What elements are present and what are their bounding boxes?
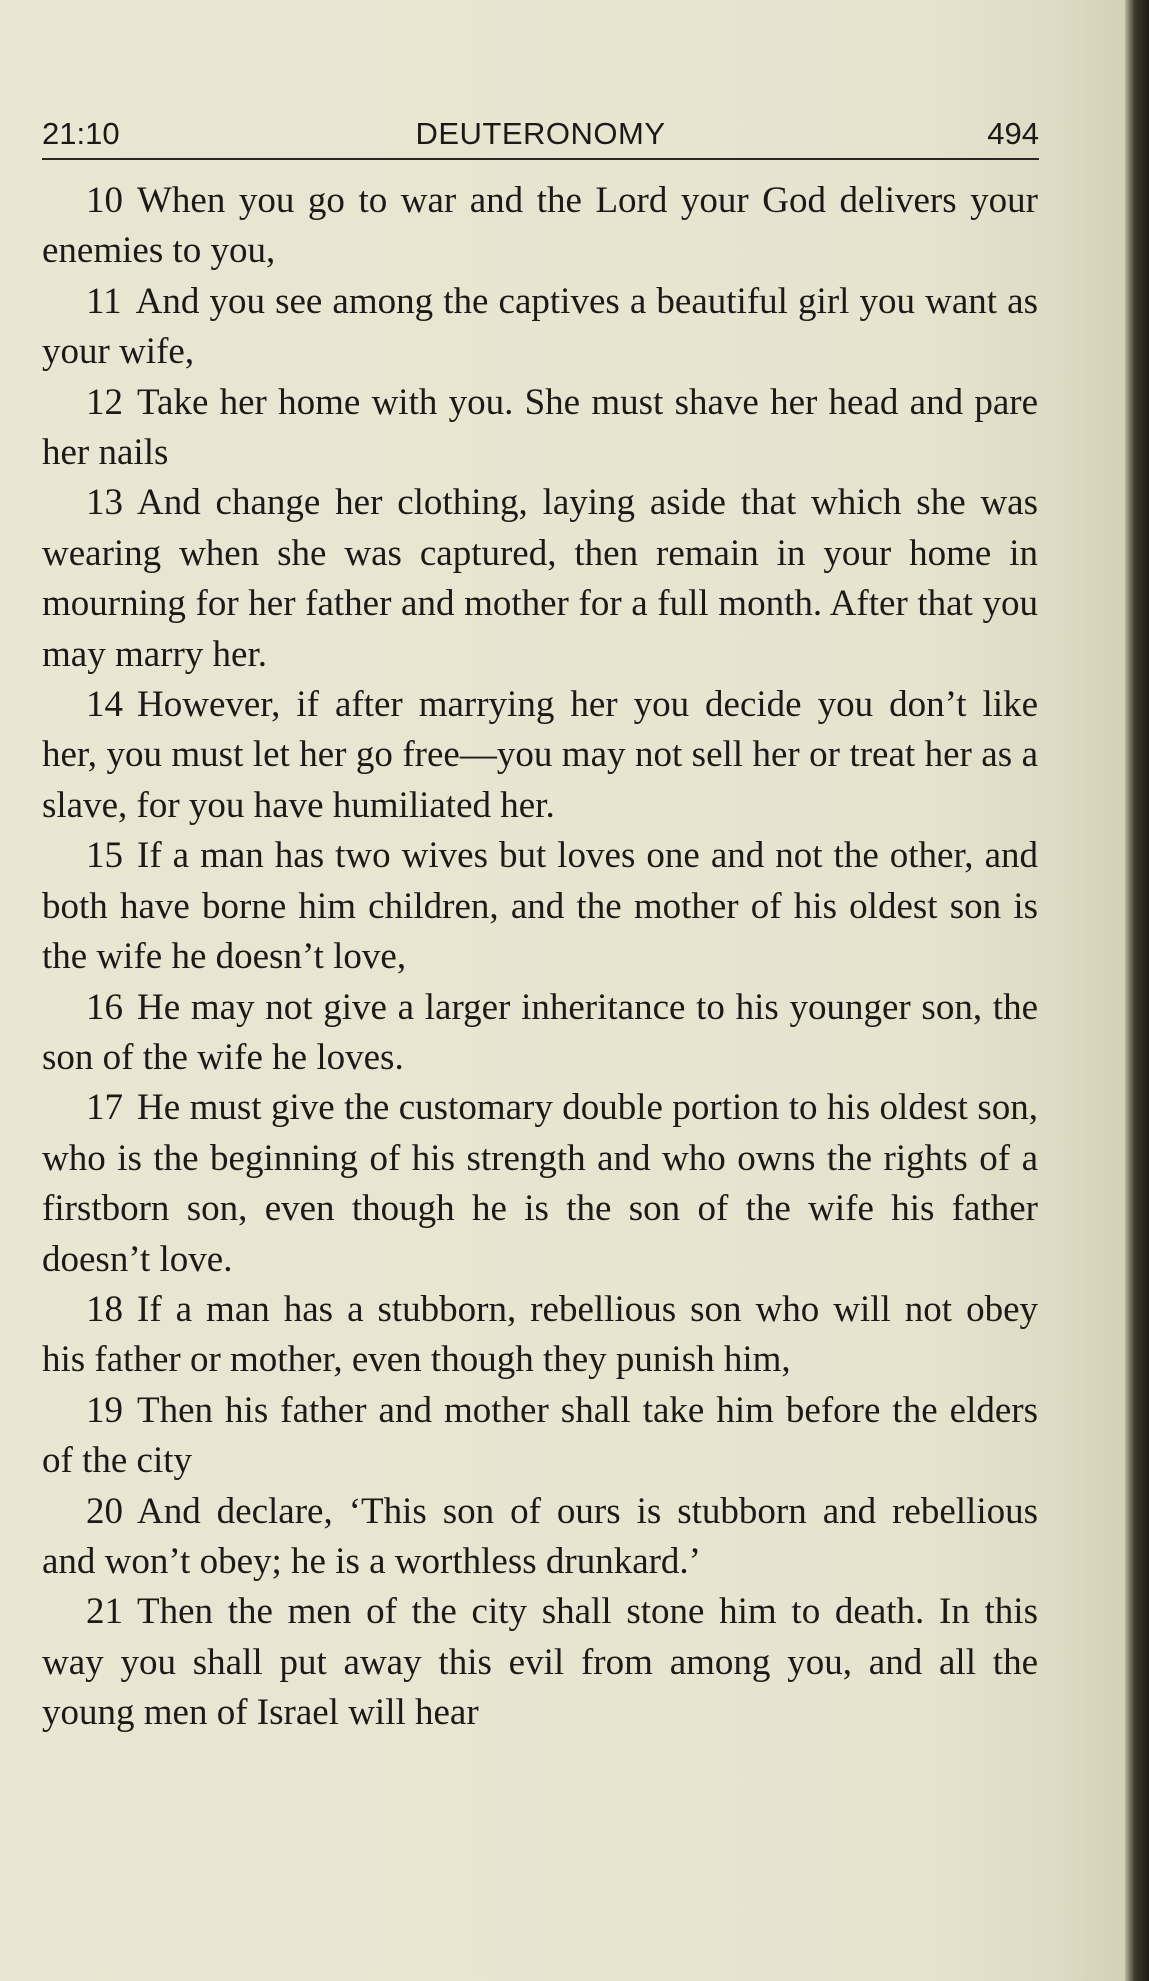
verse-text: He may not give a larger inheritance to his younger son, the son of the wife he loves. <box>42 986 1038 1078</box>
verse-number: 12 <box>86 381 123 423</box>
page-number: 494 <box>987 116 1039 151</box>
page-edge-shadow <box>1125 0 1149 1981</box>
verse-21 <box>42 1587 1038 1738</box>
verse-16 <box>42 983 1038 1084</box>
verse-text: If a man has two wives but loves one and not the other, and both have borne him children, and the mother of his oldest son is the wife he doesn’t love, <box>42 835 1038 978</box>
verse-15 <box>42 831 1038 982</box>
verse-number: 15 <box>86 835 123 877</box>
verse-number: 21 <box>86 1591 123 1633</box>
verse-text: However, if after marrying her you decide you don’t like her, you must let her go free—you may not sell her or treat her as a slave, for you have humiliated her. <box>42 684 1038 826</box>
verse-number: 13 <box>86 482 123 524</box>
verse-14 <box>42 680 1038 831</box>
scripture-text <box>42 176 1038 1739</box>
verse-number: 18 <box>86 1288 123 1330</box>
verse-text: When you go to war and the Lord your God delivers your enemies to you, <box>42 180 1038 272</box>
verse-number: 11 <box>86 280 122 322</box>
verse-text: And declare, ‘This son of ours is stubborn and rebellious and won’t obey; he is a worthless drunkard.’ <box>42 1490 1038 1582</box>
verse-text: Then the men of the city shall stone him to death. In this way you shall put away this evil from among you, and all the young men of Israel will hear <box>42 1591 1038 1734</box>
verse-text: And change her clothing, laying aside that which she was wearing when she was captured, then remain in your home in mourning for her father and mother for a full month. After that you may marry her. <box>42 482 1038 675</box>
verse-number: 16 <box>86 986 123 1028</box>
verse-text: Then his father and mother shall take him before the elders of the city <box>42 1389 1038 1482</box>
book-title: DEUTERONOMY <box>415 116 666 151</box>
verse-10 <box>42 176 1038 277</box>
verse-text: Take her home with you. She must shave her head and pare her nails <box>42 381 1038 474</box>
verse-18 <box>42 1285 1038 1386</box>
verse-text: And you see among the captives a beautiful girl you want as your wife, <box>42 280 1038 373</box>
verse-19 <box>42 1386 1038 1487</box>
verse-17 <box>42 1083 1038 1285</box>
verse-13 <box>42 478 1038 680</box>
verse-text: He must give the customary double portion to his oldest son, who is the beginning of his strength and who owns the rights of a firstborn son, even though he is the son of the wife his father doesn’t love. <box>42 1087 1038 1280</box>
verse-number: 14 <box>86 684 123 726</box>
verse-20 <box>42 1487 1038 1588</box>
verse-number: 17 <box>86 1087 123 1129</box>
verse-11 <box>42 277 1038 378</box>
verse-number: 10 <box>86 180 123 221</box>
chapter-verse-reference: 21:10 <box>42 116 120 151</box>
verse-12 <box>42 378 1038 479</box>
verse-text: If a man has a stubborn, rebellious son who will not obey his father or mother, even though they punish him, <box>42 1288 1038 1381</box>
verse-number: 19 <box>86 1389 123 1431</box>
verse-number: 20 <box>86 1490 123 1532</box>
running-header <box>42 112 1039 160</box>
